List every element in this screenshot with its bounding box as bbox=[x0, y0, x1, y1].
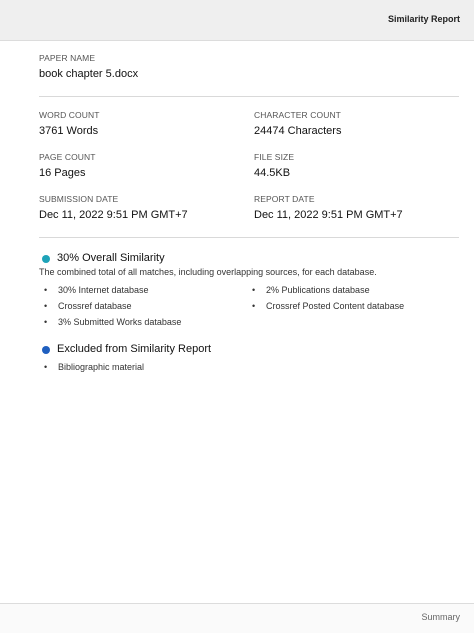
paper-name-label: PAPER NAME bbox=[39, 53, 96, 63]
similarity-dot-icon bbox=[42, 255, 50, 263]
bullet-icon: • bbox=[252, 301, 256, 311]
character-count-label: CHARACTER COUNT bbox=[254, 110, 341, 120]
paper-name-value: book chapter 5.docx bbox=[39, 68, 139, 80]
page-count-label: PAGE COUNT bbox=[39, 152, 96, 162]
word-count-label: WORD COUNT bbox=[39, 110, 100, 120]
bullet-icon: • bbox=[44, 362, 48, 372]
report-date-label: REPORT DATE bbox=[254, 194, 315, 204]
bullet-icon: • bbox=[252, 285, 256, 295]
divider-middle bbox=[39, 237, 459, 238]
submission-date-label: SUBMISSION DATE bbox=[39, 194, 119, 204]
file-size-value: 44.5KB bbox=[254, 167, 291, 179]
similarity-source-item: • 2% Publications database bbox=[252, 285, 370, 295]
summary-label: Summary bbox=[421, 612, 460, 622]
bullet-icon: • bbox=[44, 317, 48, 327]
similarity-source-item: • Crossref database bbox=[44, 301, 132, 311]
word-count-value: 3761 Words bbox=[39, 125, 99, 137]
submission-date-value: Dec 11, 2022 9:51 PM GMT+7 bbox=[39, 209, 188, 221]
similarity-source-item: • 30% Internet database bbox=[44, 285, 149, 295]
bullet-icon: • bbox=[44, 301, 48, 311]
character-count-value: 24474 Characters bbox=[254, 125, 342, 137]
file-size-label: FILE SIZE bbox=[254, 152, 295, 162]
excluded-item: • Bibliographic material bbox=[44, 362, 145, 372]
report-title: Similarity Report bbox=[387, 14, 460, 24]
similarity-source-item: • Crossref Posted Content database bbox=[252, 301, 405, 311]
report-footer bbox=[0, 603, 474, 633]
page-count-value: 16 Pages bbox=[39, 167, 86, 179]
report-header bbox=[0, 0, 474, 41]
overall-similarity-title: 30% Overall Similarity bbox=[57, 252, 165, 264]
similarity-source-item: • 3% Submitted Works database bbox=[44, 317, 182, 327]
report-date-value: Dec 11, 2022 9:51 PM GMT+7 bbox=[254, 209, 403, 221]
divider-top bbox=[39, 96, 459, 97]
bullet-icon: • bbox=[44, 285, 48, 295]
excluded-title: Excluded from Similarity Report bbox=[57, 343, 212, 355]
similarity-description: The combined total of all matches, including overlapping sources, for each database. bbox=[39, 267, 377, 277]
excluded-dot-icon bbox=[42, 346, 50, 354]
